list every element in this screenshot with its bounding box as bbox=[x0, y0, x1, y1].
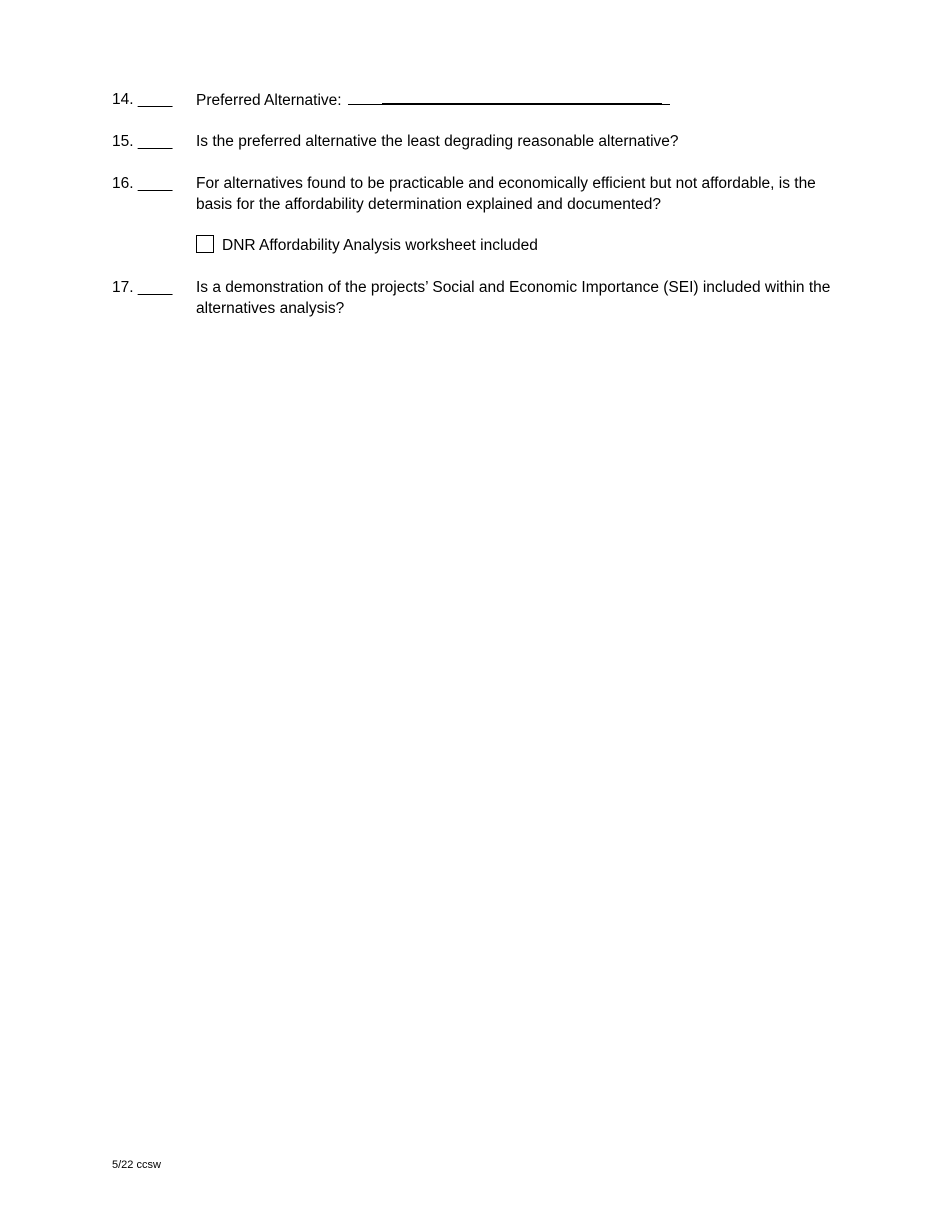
question-number: 17. ____ bbox=[112, 279, 173, 296]
footer-revision: 5/22 ccsw bbox=[112, 1159, 161, 1171]
affordability-worksheet-checkbox[interactable] bbox=[196, 235, 214, 253]
preferred-alternative-label: Preferred Alternative: bbox=[196, 92, 342, 109]
preferred-alternative-underline bbox=[382, 103, 662, 105]
question-number: 15. ____ bbox=[112, 133, 173, 150]
question-text bbox=[196, 89, 846, 111]
affordability-worksheet-option[interactable] bbox=[196, 235, 538, 256]
question-number: 16. ____ bbox=[112, 175, 173, 192]
preferred-alternative-input[interactable] bbox=[348, 89, 670, 105]
question-number: 14. ____ bbox=[112, 91, 173, 108]
question-text: Is the preferred alternative the least degrading reasonable alternative? bbox=[196, 133, 679, 150]
checkbox-label: DNR Affordability Analysis worksheet included bbox=[222, 237, 538, 254]
question-text: Is a demonstration of the projects’ Social and Economic Importance (SEI) included within the alternatives analysis? bbox=[196, 279, 831, 317]
question-text: For alternatives found to be practicable and economically efficient but not affordable, is the basis for the affordability determination explained and documented? bbox=[196, 175, 816, 213]
